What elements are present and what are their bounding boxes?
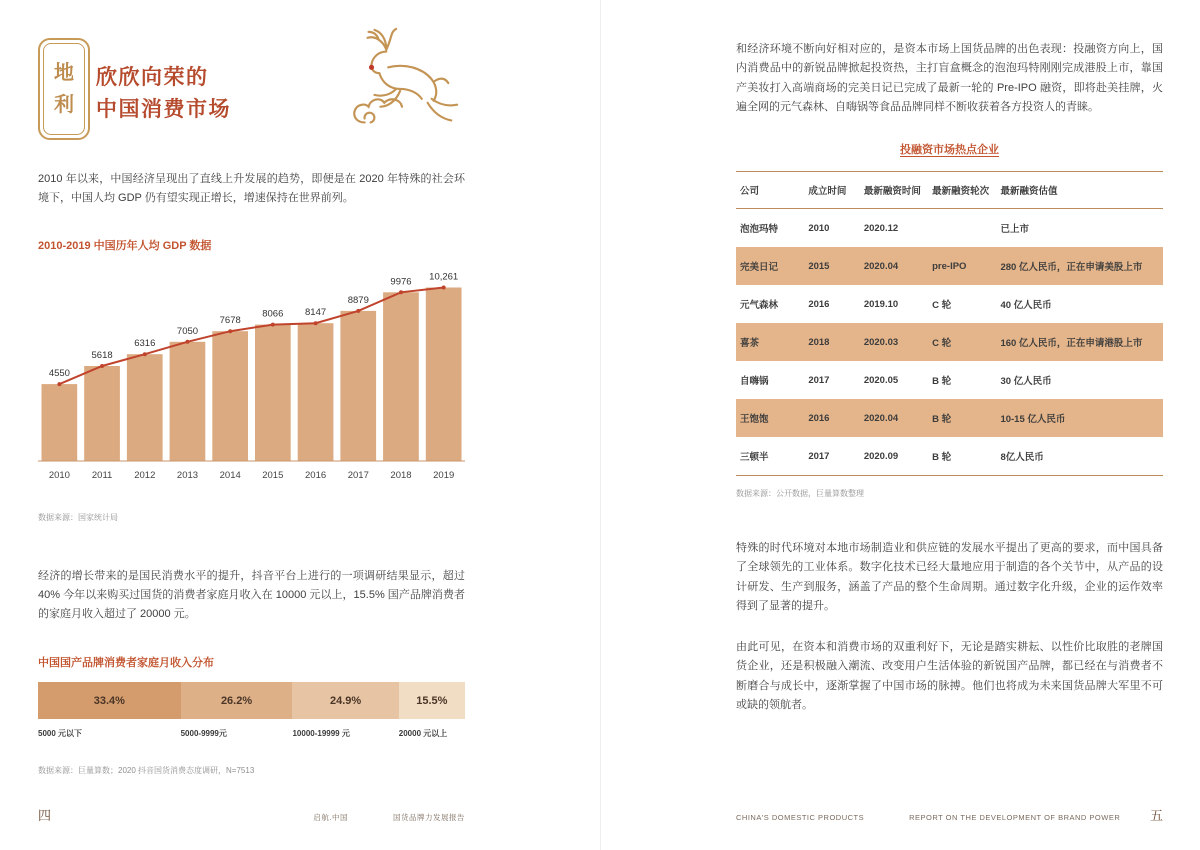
- gdp-value-label: 8879: [347, 294, 369, 306]
- intro-paragraph: 2010 年以来，中国经济呈现出了直线上升发展的趋势，即便是在 2020 年特殊的社会环境下，中国人均 GDP 仍有望实现正增长，增速保持在世界前列。: [38, 173, 465, 205]
- gdp-year-label: 2018: [390, 469, 412, 481]
- income-segment: 15.5%: [399, 682, 465, 719]
- gdp-chart-svg: [38, 263, 465, 499]
- funding-table-cell: 2018: [808, 336, 830, 348]
- manufacturing-paragraph: 特殊的时代环境对本地市场制造业和供应链的发展水平提出了更高的要求，而中国具备了全球领先的工业体系。数字化技术已经大量地应用于制造的各个关节中，从产品的设计研发、生产到服务，涵盖了产品的整个生命周期。通过数字化升级，企业的运作效率得到了显著的提升。: [736, 542, 1163, 612]
- gdp-bar: [127, 354, 163, 461]
- footer-en-report-title: REPORT ON THE DEVELOPMENT OF BRAND POWER: [909, 813, 1121, 822]
- gdp-bar: [212, 331, 248, 461]
- funding-table-row: [736, 247, 1163, 285]
- funding-table-cell: 喜茶: [740, 338, 760, 349]
- income-segment-label: 5000 元以下: [38, 729, 83, 739]
- funding-table-header: 最新融资轮次: [928, 172, 996, 209]
- income-segment-label: 20000 元以上: [398, 729, 448, 739]
- income-stacked-bar: [38, 682, 465, 719]
- gdp-point: [100, 364, 104, 368]
- gdp-year-label: 2010: [48, 469, 70, 481]
- income-paragraph: 经济的增长带来的是国民消费水平的提升，抖音平台上进行的一项调研结果显示，超过 40% 今年以来购买过国货的消费者家庭月收入在 10000 元以上，15.5% 国产品牌消费者的家庭月收入超过了 20000 元。: [38, 569, 465, 620]
- gdp-value-label: 7050: [176, 325, 199, 337]
- gdp-point: [442, 285, 446, 289]
- funding-table-cell: 2017: [808, 374, 830, 386]
- funding-table-row: [736, 437, 1163, 476]
- funding-table-cell: 2020.04: [863, 412, 899, 424]
- funding-table-row: [736, 209, 1163, 248]
- footer-report-title: 国货品牌力发展报告: [393, 813, 465, 822]
- gdp-chart-title: 2010-2019 中国历年人均 GDP 数据: [38, 239, 212, 252]
- funding-table-cell: 泡泡玛特: [740, 224, 779, 235]
- gdp-bar: [426, 287, 462, 461]
- funding-table-cell: B 轮: [932, 414, 952, 425]
- funding-table-cell: 2020.03: [863, 336, 899, 348]
- deer-nose-dot: [369, 65, 374, 70]
- funding-table-cell: 2020.12: [863, 222, 899, 234]
- funding-table-row: [736, 399, 1163, 437]
- income-segment: 33.4%: [38, 682, 181, 719]
- gdp-bar: [383, 292, 419, 461]
- gdp-value-label: 9976: [390, 275, 412, 287]
- income-segment-label: 5000-9999元: [180, 729, 227, 739]
- gdp-year-label: 2016: [305, 469, 327, 481]
- funding-table-cell: 2020.05: [863, 374, 899, 386]
- gdp-point: [314, 321, 318, 325]
- funding-table-cell: 280 亿人民币，正在申请美股上市: [1000, 262, 1143, 273]
- income-segment-label: 10000-19999 元: [292, 729, 350, 739]
- gdp-point: [186, 339, 190, 343]
- gdp-value-label: 6316: [134, 337, 156, 349]
- gdp-value-label: 7678: [219, 314, 241, 326]
- income-chart-title: 中国国产品牌消费者家庭月收入分布: [38, 657, 214, 670]
- page-title-line2: 中国消费市场: [96, 97, 231, 121]
- seal-badge: [38, 38, 90, 140]
- gdp-year-label: 2017: [347, 469, 369, 481]
- funding-table-cell: C 轮: [932, 338, 952, 349]
- funding-table-cell: B 轮: [928, 437, 996, 476]
- gdp-bar: [42, 384, 78, 461]
- gdp-bar: [255, 324, 291, 460]
- gdp-point: [271, 322, 275, 326]
- gdp-chart-source: 数据来源：国家统计局: [38, 512, 118, 522]
- funding-table-cell: 自嗨锅: [740, 376, 769, 387]
- gdp-year-label: 2015: [262, 469, 284, 481]
- income-distribution-chart: [38, 682, 465, 739]
- gdp-point: [143, 352, 147, 356]
- funding-table-row: [736, 323, 1163, 361]
- income-chart-source: 数据来源：巨量算数；2020 抖音国货消费态度调研，N=7513: [38, 766, 255, 776]
- gdp-year-label: 2011: [91, 469, 113, 481]
- gdp-bar: [84, 366, 120, 461]
- footer-en-brand: CHINA'S DOMESTIC PRODUCTS: [736, 813, 865, 822]
- funding-table-cell: 30 亿人民币: [1000, 376, 1052, 387]
- gdp-chart: [38, 263, 465, 504]
- gdp-value-label: 5618: [91, 349, 113, 361]
- funding-table-cell: 2020.09: [860, 437, 928, 476]
- seal-char-top: 地: [54, 62, 74, 84]
- page-title: [96, 62, 231, 125]
- funding-table: [736, 171, 1163, 476]
- page-number-left: 四: [38, 808, 52, 823]
- gdp-bar: [298, 323, 334, 461]
- page-number-right: 五: [1149, 808, 1163, 823]
- deer-illustration: [335, 24, 473, 150]
- funding-table-cell: 10-15 亿人民币: [1000, 414, 1066, 425]
- funding-table-cell: 元气森林: [740, 300, 779, 311]
- funding-table-cell: B 轮: [932, 376, 952, 387]
- funding-table-cell: 2016: [808, 298, 830, 310]
- funding-table-row: [736, 361, 1163, 399]
- gdp-year-label: 2019: [433, 469, 455, 481]
- funding-table-cell: 2019.10: [863, 298, 899, 310]
- funding-table-cell: [928, 209, 996, 248]
- capital-market-paragraph: 和经济环境不断向好相对应的，是资本市场上国货品牌的出色表现：投融资方向上，国内消费品中的新锐品牌掀起投资热，主打盲盒概念的泡泡玛特刚刚完成港股上市，靠国产美妆打入高端商场的完美日记已完成了最新一轮的 Pre-IPO 融资，即将赴美挂牌，火遍全网的元气森林、自嗨锅等食品品牌同样不断收获着各方投资人的青睐。: [736, 43, 1163, 113]
- funding-table-cell: 2017: [804, 437, 860, 476]
- gdp-point: [228, 329, 232, 333]
- funding-table-cell: 40 亿人民币: [1000, 300, 1052, 311]
- funding-table-cell: 已上市: [1000, 224, 1029, 235]
- seal-char-bottom: 利: [54, 94, 74, 116]
- page-header: [38, 36, 465, 164]
- gdp-point: [399, 290, 403, 294]
- gdp-bar: [170, 341, 206, 460]
- income-segment: 26.2%: [181, 682, 293, 719]
- gdp-point: [356, 308, 360, 312]
- gdp-bar: [340, 310, 376, 460]
- footer-brand: 启航.中国: [313, 813, 348, 822]
- income-segment: 24.9%: [292, 682, 398, 719]
- funding-table-cell: 王饱饱: [740, 414, 769, 425]
- conclusion-paragraph: 由此可见，在资本和消费市场的双重利好下，无论是踏实耕耘、以性价比取胜的老牌国货企业，还是积极融入潮流、改变用户生活体验的新锐国产品牌，都已经在与消费者不断磨合与成长中，逐渐掌握了中国市场的脉搏。他们也将成为未来国货品牌大军里不可或缺的领航者。: [736, 641, 1163, 711]
- gdp-value-label: 8147: [305, 306, 327, 318]
- funding-table-row: [736, 285, 1163, 323]
- funding-table-cell: 三顿半: [736, 437, 804, 476]
- gdp-year-label: 2012: [134, 469, 156, 481]
- funding-table-header: 公司: [736, 172, 804, 209]
- left-footer: [38, 805, 465, 824]
- gdp-value-label: 10,261: [429, 271, 459, 282]
- page-right: [600, 0, 1200, 850]
- funding-table-cell: 160 亿人民币，正在申请港股上市: [1000, 338, 1143, 349]
- funding-table-cell: 2016: [808, 412, 830, 424]
- gdp-year-label: 2014: [219, 469, 241, 481]
- funding-table-cell: 完美日记: [740, 262, 779, 273]
- funding-table-source: 数据来源：公开数据，巨量算数整理: [736, 489, 864, 498]
- funding-table-header: 最新融资时间: [860, 172, 928, 209]
- funding-table-title: 投融资市场热点企业: [900, 144, 999, 156]
- funding-table-cell: C 轮: [932, 300, 952, 311]
- gdp-point: [57, 382, 61, 386]
- funding-table-cell: 8亿人民币: [996, 437, 1163, 476]
- gdp-value-label: 8066: [262, 308, 284, 320]
- funding-table-cell: 2010: [808, 222, 830, 234]
- funding-table-cell: 2015: [808, 260, 830, 272]
- right-footer: [736, 805, 1163, 824]
- income-segment-labels: [38, 728, 465, 739]
- gdp-value-label: 4550: [48, 367, 70, 379]
- funding-table-cell: pre-IPO: [932, 260, 967, 272]
- funding-table-header: 最新融资估值: [996, 172, 1163, 209]
- page-title-line1: 欣欣向荣的: [96, 66, 209, 89]
- gdp-year-label: 2013: [176, 469, 199, 481]
- funding-table-cell: 2020.04: [863, 260, 899, 272]
- funding-table-header: 成立时间: [804, 172, 860, 209]
